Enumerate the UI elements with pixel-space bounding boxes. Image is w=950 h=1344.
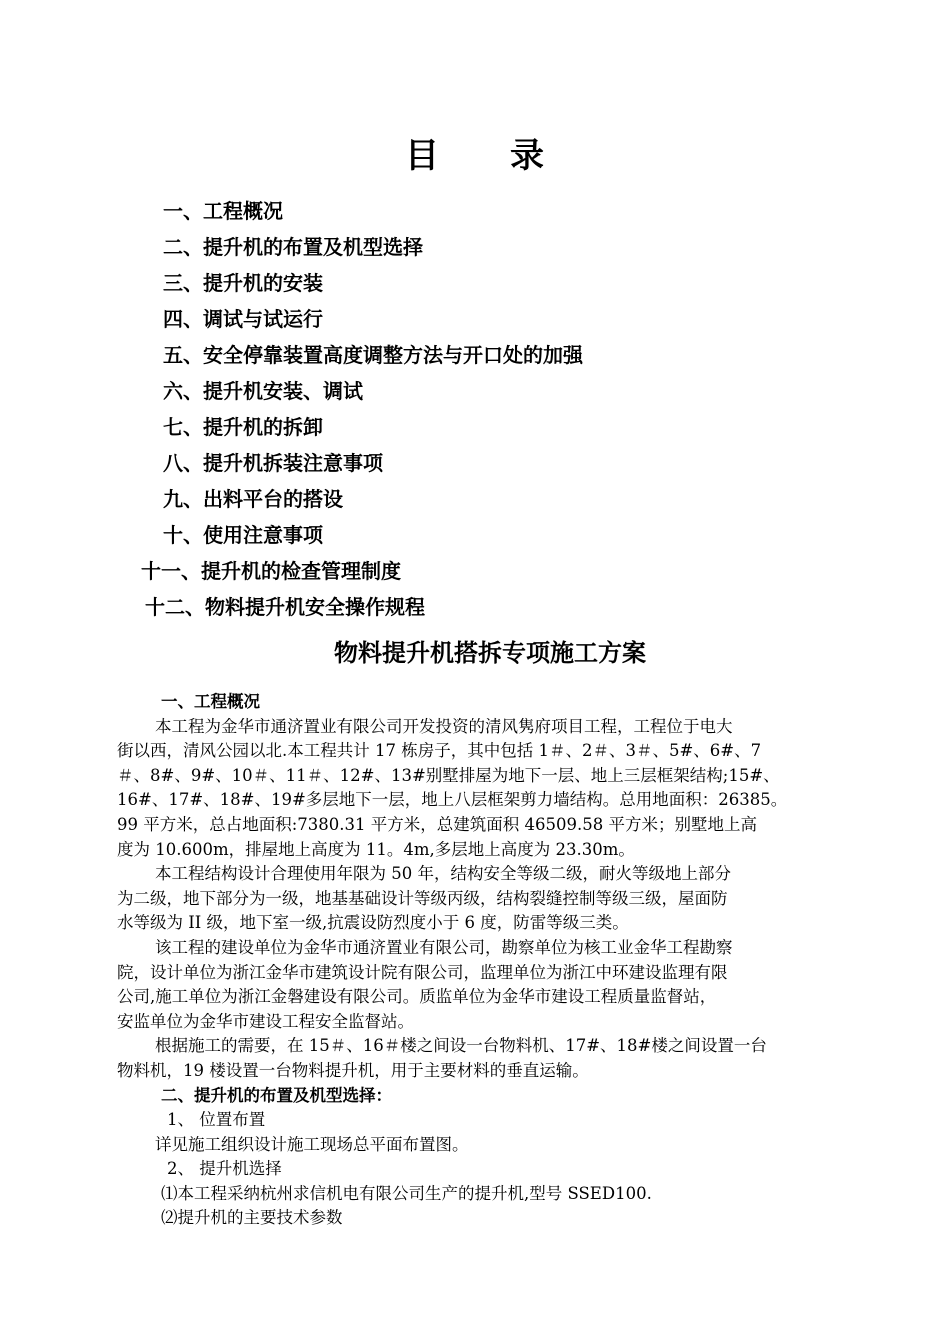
toc-item: 二、提升机的布置及机型选择 (163, 235, 423, 259)
list-item: ⑴本工程采纳杭州求信机电有限公司生产的提升机,型号 SSED100. (161, 1183, 652, 1203)
paragraph-line: 安监单位为金华市建设工程安全监督站。 (117, 1011, 414, 1031)
paragraph-line: 详见施工组织设计施工现场总平面布置图。 (155, 1134, 469, 1154)
paragraph-line: 99 平方米，总占地面积:7380.31 平方米，总建筑面积 46509.58 平方米；别墅地上高 (117, 814, 757, 834)
toc-item: 十一、提升机的检查管理制度 (141, 559, 401, 583)
subsection-heading: 1、 位置布置 (167, 1110, 266, 1130)
toc-item: 六、提升机安装、调试 (163, 379, 363, 403)
paragraph-line: 院，设计单位为浙江金华市建筑设计院有限公司，监理单位为浙江中环建设监理有限 (117, 962, 728, 982)
document-body (117, 690, 847, 1231)
paragraph-line: 物料机，19 楼设置一台物料提升机，用于主要材料的垂直运输。 (117, 1060, 589, 1080)
toc-item: 九、出料平台的搭设 (163, 487, 343, 511)
subsection-heading: 2、 提升机选择 (167, 1159, 282, 1179)
toc-title-char-1: 目 (405, 136, 440, 176)
toc-title (0, 128, 950, 177)
section-heading: 一、工程概况 (161, 692, 260, 711)
paragraph-line: 根据施工的需要，在 15＃、16＃楼之间设一台物料机、17#、18#楼之间设置一台 (155, 1036, 767, 1056)
paragraph-line: 度为 10.600m，排屋地上高度为 11。4m,多层地上高度为 23.30m。 (117, 839, 635, 859)
paragraph-line: 为二级，地下部分为一级，地基基础设计等级丙级，结构裂缝控制等级三级，屋面防 (117, 888, 728, 908)
toc-title-char-2: 录 (510, 136, 545, 176)
section-heading: 二、提升机的布置及机型选择： (161, 1085, 392, 1105)
list-item: ⑵提升机的主要技术参数 (161, 1208, 343, 1228)
toc-item: 十、使用注意事项 (163, 523, 323, 547)
toc-item: 一、工程概况 (163, 199, 283, 223)
toc-item: 八、提升机拆装注意事项 (163, 451, 383, 475)
paragraph-line: 本工程结构设计合理使用年限为 50 年，结构安全等级二级，耐火等级地上部分 (155, 864, 731, 884)
paragraph-line: 该工程的建设单位为金华市通济置业有限公司，勘察单位为核工业金华工程勘察 (155, 937, 733, 957)
toc-item: 七、提升机的拆卸 (163, 415, 323, 439)
paragraph-line: 街以西，清风公园以北.本工程共计 17 栋房子，其中包括 1＃、2＃、3＃、5#、6#、7 (117, 741, 762, 761)
toc-item: 五、安全停靠装置高度调整方法与开口处的加强 (163, 343, 583, 367)
toc-item: 三、提升机的安装 (163, 271, 323, 295)
paragraph-line: 公司,施工单位为浙江金磐建设有限公司。质监单位为金华市建设工程质量监督站， (117, 987, 717, 1007)
paragraph-line: 16#、17#、18#、19#多层地下一层，地上八层框架剪力墙结构。总用地面积：26385。 (117, 790, 788, 810)
toc-item: 十二、物料提升机安全操作规程 (145, 595, 425, 619)
paragraph-line: 本工程为金华市通济置业有限公司开发投资的清风隽府项目工程，工程位于电大 (155, 716, 733, 736)
paragraph-line: 水等级为 II 级，地下室一级,抗震设防烈度小于 6 度，防雷等级三类。 (117, 913, 629, 933)
toc-item: 四、调试与试运行 (163, 307, 323, 331)
document-title: 物料提升机搭拆专项施工方案 (334, 639, 646, 667)
paragraph-line: ＃、8#、9#、10＃、11＃、12#、13#别墅排屋为地下一层、地上三层框架结构;15#、 (117, 765, 780, 785)
